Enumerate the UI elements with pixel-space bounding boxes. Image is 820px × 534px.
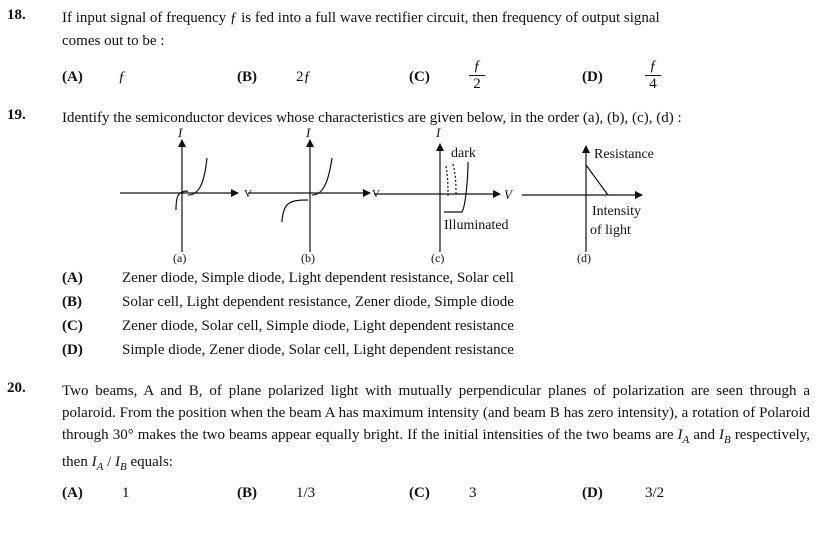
q20-option-c-value: 3 bbox=[469, 485, 477, 501]
graph-b-diode bbox=[248, 140, 370, 252]
q20-ia-ratio: I bbox=[91, 454, 97, 470]
q20-ia-sub: A bbox=[682, 434, 690, 446]
q19-option-c-text: Zener diode, Solar cell, Simple diode, Light dependent resistance bbox=[122, 318, 514, 334]
q20-option-d-value: 3/2 bbox=[645, 485, 665, 501]
q20-ib-ratio-sub: B bbox=[119, 461, 127, 473]
q18-text-line1: If input signal of frequency ƒ is fed into a full wave rectifier circuit, then frequency of output signal bbox=[62, 10, 660, 26]
q20-equals: equals: bbox=[130, 454, 173, 470]
graph-c-dark-label: dark bbox=[451, 146, 476, 161]
q19-option-d-label: (D) bbox=[62, 342, 83, 358]
graph-a-v-label: V bbox=[244, 188, 252, 200]
q19-option-a-text: Zener diode, Simple diode, Light dependent resistance, Solar cell bbox=[122, 270, 514, 286]
q20-ib-ratio: I bbox=[114, 454, 120, 470]
fraction-numerator: ƒ bbox=[649, 58, 657, 74]
graph-b-i-label: I bbox=[306, 125, 311, 140]
q18-number: 18. bbox=[7, 7, 26, 23]
graph-c-v-label: V bbox=[504, 187, 512, 202]
graph-c-i-label: I bbox=[436, 125, 441, 140]
q20-text-block bbox=[62, 380, 810, 478]
graph-d-resistance-label: Resistance bbox=[594, 147, 654, 162]
q19-option-b-text: Solar cell, Light dependent resistance, Zener diode, Simple diode bbox=[122, 294, 514, 310]
q20-option-a-label: (A) bbox=[62, 485, 83, 501]
q18-option-c-label: (C) bbox=[409, 69, 430, 85]
q18-option-d-label: (D) bbox=[582, 69, 603, 85]
q19-option-b-label: (B) bbox=[62, 294, 82, 310]
q19-number: 19. bbox=[7, 107, 26, 123]
fraction-denominator: 4 bbox=[649, 76, 657, 92]
q19-option-a-label: (A) bbox=[62, 270, 83, 286]
q20-ib: I bbox=[719, 427, 725, 443]
graph-b-reverse-curve bbox=[282, 200, 308, 222]
q18-text-line2: comes out to be : bbox=[62, 33, 165, 49]
q20-ib-sub: B bbox=[724, 434, 731, 446]
graph-c-dark-curve bbox=[453, 164, 456, 196]
graph-d-intensity-label-line1: Intensity bbox=[592, 204, 641, 219]
q20-respectively: respectively, then bbox=[62, 427, 811, 470]
graph-a-caption: (a) bbox=[173, 251, 187, 265]
graph-c-illuminated-label: Illuminated bbox=[444, 218, 509, 233]
q20-slash: / bbox=[107, 454, 112, 470]
q18-option-b-value: 2ƒ bbox=[296, 69, 311, 85]
q20-option-c-label: (C) bbox=[409, 485, 430, 501]
q19-option-c-label: (C) bbox=[62, 318, 83, 334]
graph-c-solar-cell bbox=[374, 144, 500, 252]
q20-option-a-value: 1 bbox=[122, 485, 130, 501]
graph-b-v-label: V bbox=[372, 188, 380, 200]
graph-c-caption: (c) bbox=[431, 251, 445, 265]
q20-option-d-label: (D) bbox=[582, 485, 603, 501]
q19-text: Identify the semiconductor devices whose characteristics are given below, in the order (a), (b), (c), (d) : bbox=[62, 110, 682, 126]
q20-option-b-label: (B) bbox=[237, 485, 257, 501]
graph-d-caption: (d) bbox=[577, 251, 591, 265]
q20-ia: I bbox=[677, 427, 683, 443]
fraction-denominator: 2 bbox=[473, 76, 481, 92]
q18-option-a-label: (A) bbox=[62, 69, 83, 85]
fraction-numerator: ƒ bbox=[473, 58, 481, 74]
q20-text: Two beams, A and B, of plane polarized light with mutually perpendicular planes of polarization are seen through a polaroid. From the position when the beam A has maximum intensity (and beam B has zero intensity), a rotation of Polaroid through 30° makes the two beams appear equally bright. If the initial intensities of the two beams are bbox=[62, 383, 810, 443]
q18-option-a-value: ƒ bbox=[118, 69, 126, 85]
graph-b-caption: (b) bbox=[301, 251, 315, 265]
q20-option-b-value: 1/3 bbox=[296, 485, 316, 501]
q20-and: and bbox=[693, 427, 715, 443]
graph-a-forward-curve bbox=[188, 158, 207, 195]
graph-b-forward-curve bbox=[312, 158, 332, 195]
q18-option-b-label: (B) bbox=[237, 69, 257, 85]
graph-a-zener bbox=[120, 140, 238, 252]
graph-c-dark-curve bbox=[446, 166, 448, 196]
q19-option-d-text: Simple diode, Zener diode, Solar cell, Light dependent resistance bbox=[122, 342, 514, 358]
graph-d-intensity-label-line2: of light bbox=[590, 223, 631, 238]
graph-d-curve bbox=[586, 165, 608, 195]
graph-a-i-label: I bbox=[178, 125, 183, 140]
q20-number: 20. bbox=[7, 380, 26, 396]
q20-ia-ratio-sub: A bbox=[96, 461, 104, 473]
